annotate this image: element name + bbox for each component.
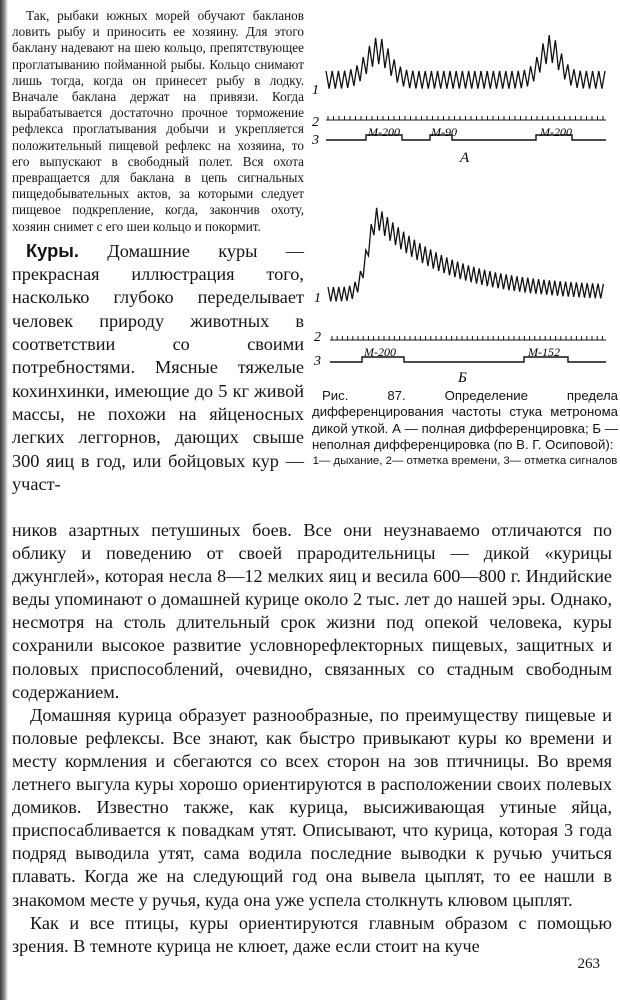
trace-label-a-3: 3 (312, 133, 319, 148)
panel-label-b: Б (458, 370, 467, 384)
main-text (12, 519, 612, 958)
paragraph-continuation: ников азартных петушиных боев. Все они неузнаваемо отличаются по облику и поведению от своей прародительницы — дикой «курицы джунглей», которая несла 8—12 мелких яиц и весила 600—800 г. Индийские веды упоминают о домашней курице около 2 тыс. лет до нашей эры. Однако, несмотря на столь длительный срок жизни под опекой человека, куры сохранили высокое развитие условнорефлекторных пищевых, защитных и половых приспособлений, очевидно, связанных со стадным свободным содержанием. (12, 520, 612, 702)
trace-breathing-a (326, 35, 605, 89)
caption-text: Рис. 87. Определение предела дифференцирования частоты стука метронома дикой уткой. А — полная дифференцировка; Б — неполная дифференцировка (по В. Г. Осиповой): (312, 388, 618, 452)
paragraph-reflexes: Домашняя курица образует разнообразные, по преимуществу пищевые и половые рефлексы. Все знают, как быстро привыкают куры ко времени и месту кормления и сбегаются со всех сторон на зов птичницы. Во время летнего выгула куры хорошо ориентируются в расположении своих полевых домиков. Известно также, как курица, высиживающая утиные яйца, приспосабливается к повадкам утят. Описывают, что курица, которая 3 года подряд выводила утят, сама водила последние выводки к ручью учиться плавать. Когда же на следующий год она вывела цыплят, то ее нашли в знакомом месте у ручья, куда она уже успела столкнуть клювом цыплят. (12, 704, 612, 910)
figure-87 (306, 4, 618, 384)
page-number: 263 (577, 956, 600, 972)
trace-time-marks-b (330, 336, 606, 340)
paragraph-vision: Как и все птицы, куры ориентируются главным образом с помощью зрения. В темноте курица не клюет, даже если стоит на куче (12, 912, 612, 956)
page-edge-shadow (0, 0, 8, 1000)
mark-label-a-2: М-90 (431, 125, 457, 139)
mark-label-b-2: М-152 (528, 345, 560, 359)
figure-panel-b (313, 208, 606, 384)
figure-panel-a (311, 35, 606, 166)
paragraph-cormorants: Так, рыбаки южных морей обучают бакланов ловить рыбу и приносить ее хозяину. Для этого баклану надевают на шею кольцо, препятствующее проглатыванию пойманной рыбы. Кольцо снимают лишь тогда, когда он принесет рыбу в лодку. Вначале баклана держат на привязи. Когда вырабатывается достаточно прочное торможение рефлекса проглатывания добычи и укрепляется положительный пищевой рефлекс на хозяина, то его выпускают в свободный полет. Вся охота превращается для баклана в цепь сигнальных пищедобывательных актов, за которыми следует пищевое подкрепление, когда, закончив охоту, хозяин снимет с его шеи кольцо и покормит. (12, 8, 304, 234)
caption-legend: 1— дыхание, 2— отметка времени, 3— отметка сигналов (312, 455, 618, 468)
mark-label-a-1: М-200 (368, 125, 400, 139)
trace-label-b-2: 2 (314, 330, 321, 345)
trace-time-marks-a (326, 116, 606, 120)
paragraph-chickens-text: Домашние куры — прекрасная иллюстрация того, насколько глубоко переделывает человек природу животных в соответствии со своими потребностями. Мясные тяжелые кохинхинки, имеющие до 5 кг живой массы, не похожи на яйценосных легких леггорнов, дающих свыше 300 яиц в год, или бойцовых кур — участ- (12, 240, 305, 494)
figure-87-graphic (306, 4, 618, 384)
mark-label-a-3: М-200 (540, 125, 572, 139)
trace-breathing-b (328, 208, 603, 302)
mark-label-b-1: М-200 (364, 345, 396, 359)
trace-label-a-1: 1 (312, 83, 319, 98)
trace-label-a-2: 2 (312, 115, 319, 130)
paragraph-chickens-intro (12, 239, 304, 496)
section-heading-chickens: Куры. (26, 239, 79, 261)
left-column (12, 8, 304, 496)
panel-label-a: А (460, 150, 470, 166)
trace-label-b-3: 3 (314, 354, 321, 369)
trace-label-b-1: 1 (314, 291, 321, 306)
figure-caption (312, 388, 618, 468)
